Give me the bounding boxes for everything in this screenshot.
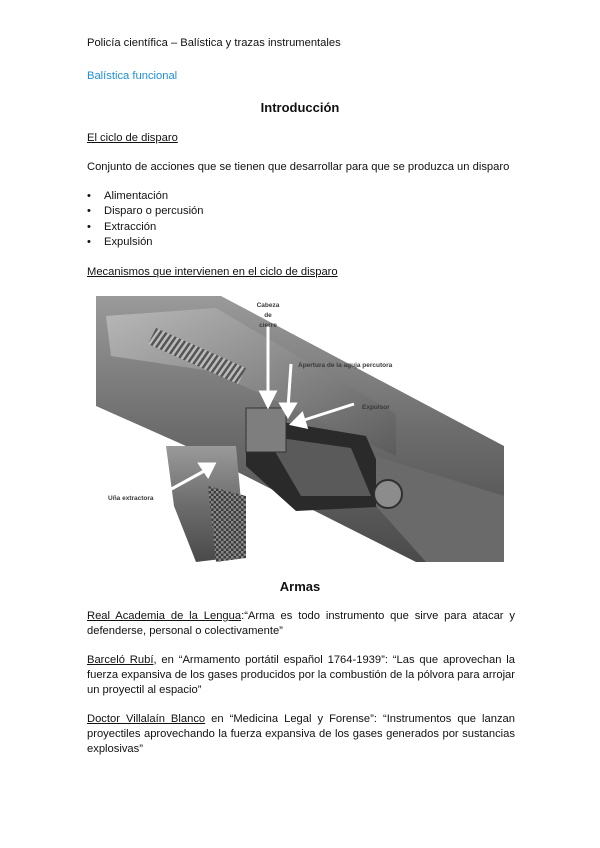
section-title-armas: Armas [279,579,321,594]
document-header: Policía científica – Balística y trazas instrumentales [87,37,341,49]
subject-title: Balística funcional [87,70,178,82]
definition-source: Doctor Villalaín Blanco [87,713,206,725]
definition-barcelo: Barceló Rubí, en “Armamento portátil español 1764-1939”: “Las que aprovechan la fuerza expansiva de los gases producidos por la combustión de la pólvora para arrojar un proyectil al espacio” [87,654,515,697]
label-ejector: Expulsor [362,404,390,411]
label-extractor: Uña extractora [108,495,154,502]
firing-cycle-list [87,189,204,250]
list-item: • Expulsión [87,235,204,250]
label-cierre: cierre [259,322,277,329]
mechanisms-heading: Mecanismos que intervienen en el ciclo de disparo [87,266,338,278]
list-item: • Disparo o percusión [87,204,204,219]
label-de: de [264,312,272,319]
definition-villalain: Doctor Villalaín Blanco en “Medicina Legal y Forense”: “Instrumentos que lanzan proyectiles aprovechando la fuerza expansiva de los gases generados por sustancias explosivas” [87,713,515,756]
list-item: • Extracción [87,220,204,235]
pistol-cutaway-image [96,296,504,562]
definition-source: Barceló Rubí [87,654,154,666]
section-title-introduccion: Introducción [260,100,340,115]
list-item: • Alimentación [87,189,204,204]
definition-source: Real Academia de la Lengua [87,610,242,622]
label-cabeza: Cabeza [256,302,280,309]
label-firing-pin: Apertura de la aguja percutora [298,362,393,369]
cycle-description: Conjunto de acciones que se tienen que desarrollar para que se produzca un disparo [87,161,510,173]
definition-rae: Real Academia de la Lengua:“Arma es todo instrumento que sirve para atacar y defenderse, personal o colectivamente” [87,610,515,638]
cycle-heading: El ciclo de disparo [87,132,178,144]
